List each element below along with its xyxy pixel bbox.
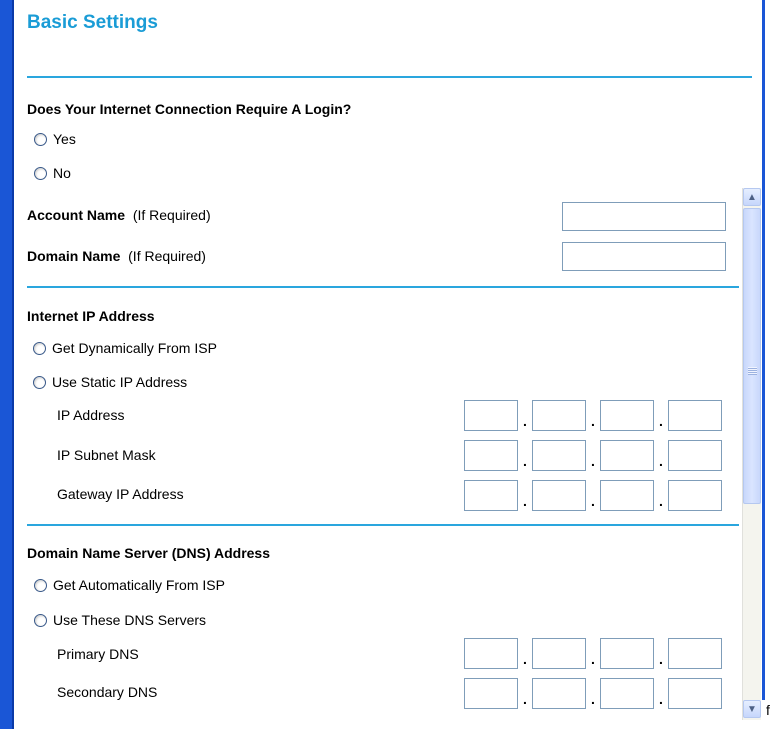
gateway-ip-input-group <box>464 480 722 511</box>
radio-ip-static[interactable] <box>33 374 187 390</box>
ip-separator: . <box>659 453 663 469</box>
radio-ip-dynamic[interactable] <box>33 340 217 356</box>
radio-button-icon[interactable] <box>34 579 47 592</box>
ip-octet-input[interactable] <box>464 400 518 431</box>
subnet-mask-label: IP Subnet Mask <box>57 447 156 463</box>
ip-octet-input[interactable] <box>600 480 654 511</box>
radio-label: Use These DNS Servers <box>53 612 207 628</box>
ip-octet-input[interactable] <box>464 480 518 511</box>
ip-separator: . <box>523 691 527 707</box>
dns-section-heading: Domain Name Server (DNS) Address <box>27 545 271 561</box>
radio-label: Get Automatically From ISP <box>53 577 225 593</box>
subnet-mask-input-group <box>464 440 722 471</box>
clipped-text-fragment: f <box>766 702 770 718</box>
domain-name-label <box>27 248 206 264</box>
radio-label: No <box>53 165 71 181</box>
ip-octet-input[interactable] <box>668 638 722 669</box>
domain-name-hint: (If Required) <box>128 248 206 264</box>
ip-separator: . <box>523 413 527 429</box>
section-divider <box>27 286 739 288</box>
window-frame-left <box>0 0 14 729</box>
secondary-dns-input-group <box>464 678 722 709</box>
window-frame-right <box>762 0 765 700</box>
ip-octet-input[interactable] <box>464 638 518 669</box>
ip-octet-input[interactable] <box>532 440 586 471</box>
gateway-ip-label: Gateway IP Address <box>57 486 184 502</box>
ip-octet-input[interactable] <box>600 400 654 431</box>
ip-separator: . <box>591 413 595 429</box>
page-title: Basic Settings <box>27 12 158 33</box>
radio-dns-manual[interactable] <box>34 612 206 628</box>
account-name-label <box>27 207 211 223</box>
ip-octet-input[interactable] <box>464 440 518 471</box>
scroll-up-button[interactable] <box>743 188 761 206</box>
radio-button-icon[interactable] <box>33 376 46 389</box>
radio-label: Yes <box>53 131 76 147</box>
section-divider <box>27 76 752 78</box>
account-name-input[interactable] <box>562 202 726 231</box>
chevron-up-icon: ▲ <box>747 191 757 203</box>
secondary-dns-label: Secondary DNS <box>57 684 158 700</box>
ip-separator: . <box>523 651 527 667</box>
domain-name-input[interactable] <box>562 242 726 271</box>
radio-login-yes[interactable] <box>34 131 76 147</box>
ip-separator: . <box>659 493 663 509</box>
ip-separator: . <box>591 691 595 707</box>
ip-separator: . <box>591 493 595 509</box>
section-divider <box>27 524 739 526</box>
radio-login-no[interactable] <box>34 165 71 181</box>
ip-separator: . <box>523 453 527 469</box>
ip-octet-input[interactable] <box>600 678 654 709</box>
radio-label: Use Static IP Address <box>52 374 188 390</box>
ip-separator: . <box>591 651 595 667</box>
ip-address-label: IP Address <box>57 407 125 423</box>
ip-octet-input[interactable] <box>600 440 654 471</box>
ip-octet-input[interactable] <box>668 400 722 431</box>
primary-dns-input-group <box>464 638 722 669</box>
ip-octet-input[interactable] <box>668 440 722 471</box>
account-name-title: Account Name <box>27 207 126 223</box>
domain-name-title: Domain Name <box>27 248 121 264</box>
ip-separator: . <box>659 691 663 707</box>
ip-octet-input[interactable] <box>600 638 654 669</box>
primary-dns-label: Primary DNS <box>57 646 139 662</box>
ip-octet-input[interactable] <box>668 678 722 709</box>
ip-octet-input[interactable] <box>668 480 722 511</box>
ip-octet-input[interactable] <box>464 678 518 709</box>
ip-separator: . <box>591 453 595 469</box>
vertical-scrollbar[interactable] <box>742 188 761 720</box>
ip-octet-input[interactable] <box>532 638 586 669</box>
radio-button-icon[interactable] <box>34 167 47 180</box>
ip-octet-input[interactable] <box>532 678 586 709</box>
account-name-hint: (If Required) <box>132 207 211 223</box>
radio-button-icon[interactable] <box>34 133 47 146</box>
radio-label: Get Dynamically From ISP <box>52 340 217 356</box>
radio-dns-automatic[interactable] <box>34 577 225 593</box>
scrollbar-thumb[interactable] <box>743 208 761 504</box>
grip-icon <box>748 367 757 375</box>
ip-separator: . <box>523 493 527 509</box>
ip-separator: . <box>659 651 663 667</box>
radio-button-icon[interactable] <box>34 614 47 627</box>
chevron-down-icon: ▼ <box>747 703 757 715</box>
ip-octet-input[interactable] <box>532 400 586 431</box>
radio-button-icon[interactable] <box>33 342 46 355</box>
ip-address-input-group <box>464 400 722 431</box>
login-question-heading: Does Your Internet Connection Require A Login? <box>27 101 352 117</box>
ip-octet-input[interactable] <box>532 480 586 511</box>
ip-separator: . <box>659 413 663 429</box>
scroll-down-button[interactable] <box>743 700 761 718</box>
ip-section-heading: Internet IP Address <box>27 308 155 324</box>
